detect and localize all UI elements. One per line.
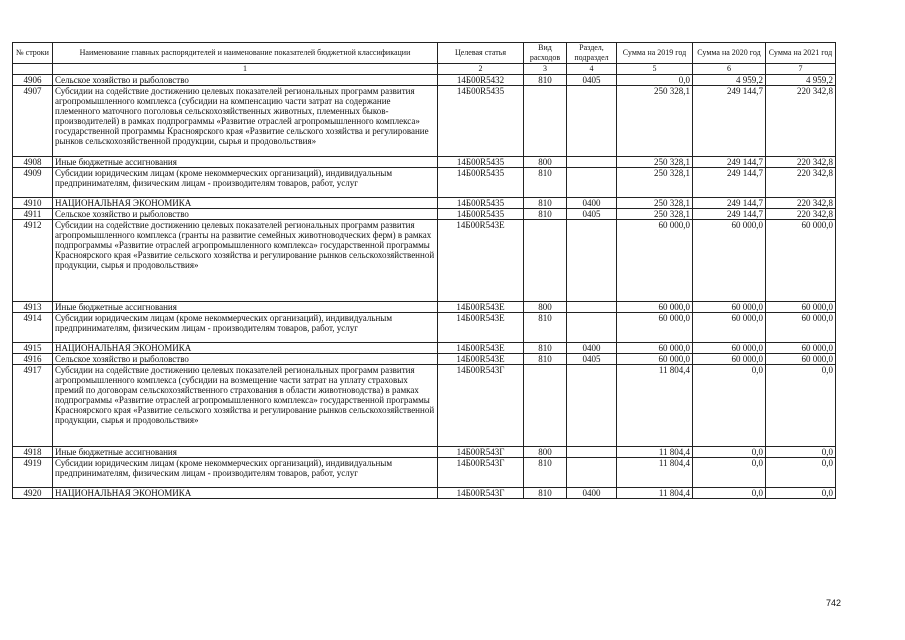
table-row	[13, 354, 836, 365]
row-sum-2020: 249 144,7	[693, 157, 766, 168]
row-number: 4912	[13, 220, 53, 302]
row-target-article: 14Б00R5432	[438, 75, 524, 86]
table-row	[13, 313, 836, 343]
row-sum-2021: 60 000,0	[766, 220, 836, 302]
row-name: Субсидии юридическим лицам (кроме некоммерческих организаций), индивидуальным предпринимателям, физическим лицам - производителям товаров, работ, услуг	[53, 458, 438, 488]
row-sum-2021: 60 000,0	[766, 343, 836, 354]
row-section	[567, 313, 617, 343]
row-sum-2020: 249 144,7	[693, 198, 766, 209]
row-number: 4911	[13, 209, 53, 220]
table-row	[13, 447, 836, 458]
row-target-article: 14Б00R543Е	[438, 220, 524, 302]
row-target-article: 14Б00R5435	[438, 86, 524, 157]
row-expense-type: 810	[524, 198, 567, 209]
row-section: 0405	[567, 354, 617, 365]
row-section	[567, 458, 617, 488]
row-sum-2020: 249 144,7	[693, 168, 766, 198]
row-sum-2020: 60 000,0	[693, 302, 766, 313]
row-sum-2019: 60 000,0	[617, 354, 693, 365]
table-row	[13, 209, 836, 220]
row-expense-type: 810	[524, 354, 567, 365]
row-number: 4919	[13, 458, 53, 488]
row-section: 0405	[567, 75, 617, 86]
row-expense-type: 810	[524, 313, 567, 343]
row-name: Сельское хозяйство и рыболовство	[53, 209, 438, 220]
row-sum-2019: 250 328,1	[617, 157, 693, 168]
table-row	[13, 220, 836, 302]
row-sum-2021: 220 342,8	[766, 168, 836, 198]
row-sum-2021: 60 000,0	[766, 313, 836, 343]
row-target-article: 14Б00R543Г	[438, 458, 524, 488]
row-section: 0400	[567, 488, 617, 499]
row-target-article: 14Б00R543Г	[438, 488, 524, 499]
row-sum-2020: 60 000,0	[693, 313, 766, 343]
row-sum-2020: 0,0	[693, 458, 766, 488]
table-row	[13, 86, 836, 157]
table-row	[13, 488, 836, 499]
row-sum-2019: 11 804,4	[617, 447, 693, 458]
row-name: Субсидии на содействие достижению целевых показателей региональных программ развития агропромышленного комплекса (субсидии на компенсацию части затрат на содержание племенного маточного поголовья сельскохозяйственных животных, племенных быков-производителей) в рамках подпрограммы «Развитие отраслей агропромышленного комплекса» государственной программы Красноярского края «Развитие сельского хозяйства и регулирование рынков сельскохозяйственной продукции, сырья и продовольствия»	[53, 86, 438, 157]
row-name: НАЦИОНАЛЬНАЯ ЭКОНОМИКА	[53, 198, 438, 209]
row-sum-2020: 249 144,7	[693, 209, 766, 220]
row-sum-2019: 250 328,1	[617, 86, 693, 157]
row-expense-type	[524, 365, 567, 447]
column-number: 3	[524, 64, 567, 75]
row-number: 4916	[13, 354, 53, 365]
row-sum-2019: 0,0	[617, 75, 693, 86]
row-section	[567, 86, 617, 157]
row-name: Сельское хозяйство и рыболовство	[53, 75, 438, 86]
row-target-article: 14Б00R543Г	[438, 447, 524, 458]
column-number: 1	[53, 64, 438, 75]
table-row	[13, 168, 836, 198]
row-name: Субсидии на содействие достижению целевых показателей региональных программ развития агропромышленного комплекса (гранты на развитие семейных животноводческих ферм) в рамках подпрограммы «Развитие отраслей агропромышленного комплекса» государственной программы Красноярского края «Развитие сельского хозяйства и регулирование рынков сельскохозяйственной продукции, сырья и продовольствия»	[53, 220, 438, 302]
row-sum-2020: 4 959,2	[693, 75, 766, 86]
row-section	[567, 157, 617, 168]
row-section	[567, 365, 617, 447]
header-section: Раздел, подраздел	[567, 43, 617, 64]
row-section	[567, 168, 617, 198]
header-sum-2020: Сумма на 2020 год	[693, 43, 766, 64]
row-number: 4908	[13, 157, 53, 168]
row-section	[567, 302, 617, 313]
row-target-article: 14Б00R543Г	[438, 365, 524, 447]
row-expense-type: 810	[524, 458, 567, 488]
column-number-placeholder	[13, 64, 53, 75]
row-target-article: 14Б00R543Е	[438, 354, 524, 365]
row-name: Иные бюджетные ассигнования	[53, 157, 438, 168]
row-target-article: 14Б00R5435	[438, 168, 524, 198]
row-expense-type: 810	[524, 209, 567, 220]
table-row	[13, 365, 836, 447]
row-name: Иные бюджетные ассигнования	[53, 447, 438, 458]
column-number: 2	[438, 64, 524, 75]
row-sum-2019: 11 804,4	[617, 365, 693, 447]
row-name: Субсидии юридическим лицам (кроме некоммерческих организаций), индивидуальным предпринимателям, физическим лицам - производителям товаров, работ, услуг	[53, 168, 438, 198]
row-target-article: 14Б00R543Е	[438, 302, 524, 313]
row-sum-2021: 4 959,2	[766, 75, 836, 86]
header-sum-2019: Сумма на 2019 год	[617, 43, 693, 64]
row-sum-2019: 250 328,1	[617, 168, 693, 198]
row-sum-2021: 220 342,8	[766, 209, 836, 220]
row-name: Иные бюджетные ассигнования	[53, 302, 438, 313]
row-sum-2019: 11 804,4	[617, 488, 693, 499]
row-name: Субсидии на содействие достижению целевых показателей региональных программ развития агропромышленного комплекса (субсидии на возмещение части затрат на уплату страховых премий по договорам сельскохозяйственного страхования в области животноводства) в рамках подпрограммы «Развитие отраслей агропромышленного комплекса» государственной программы Красноярского края «Развитие сельского хозяйства и регулирование рынков сельскохозяйственной продукции, сырья и продовольствия»	[53, 365, 438, 447]
row-sum-2019: 60 000,0	[617, 302, 693, 313]
row-sum-2019: 11 804,4	[617, 458, 693, 488]
row-section	[567, 220, 617, 302]
row-expense-type	[524, 220, 567, 302]
row-expense-type: 800	[524, 157, 567, 168]
row-sum-2021: 220 342,8	[766, 198, 836, 209]
row-expense-type: 810	[524, 488, 567, 499]
row-sum-2020: 60 000,0	[693, 354, 766, 365]
row-section: 0400	[567, 343, 617, 354]
header-sum-2021: Сумма на 2021 год	[766, 43, 836, 64]
row-expense-type: 800	[524, 302, 567, 313]
row-section: 0405	[567, 209, 617, 220]
row-sum-2019: 60 000,0	[617, 343, 693, 354]
row-number: 4914	[13, 313, 53, 343]
table-row	[13, 458, 836, 488]
table-row	[13, 198, 836, 209]
row-number: 4913	[13, 302, 53, 313]
column-number: 6	[693, 64, 766, 75]
row-name: Сельское хозяйство и рыболовство	[53, 354, 438, 365]
header-row-number: № строки	[13, 43, 53, 64]
row-sum-2021: 220 342,8	[766, 86, 836, 157]
row-number: 4917	[13, 365, 53, 447]
row-number: 4918	[13, 447, 53, 458]
row-sum-2021: 0,0	[766, 365, 836, 447]
row-sum-2021: 0,0	[766, 488, 836, 499]
row-target-article: 14Б00R5435	[438, 209, 524, 220]
row-sum-2021: 0,0	[766, 447, 836, 458]
row-number: 4909	[13, 168, 53, 198]
row-expense-type: 800	[524, 447, 567, 458]
header-expense-type: Вид расходов	[524, 43, 567, 64]
row-section: 0400	[567, 198, 617, 209]
row-sum-2019: 60 000,0	[617, 313, 693, 343]
row-name: Субсидии юридическим лицам (кроме некоммерческих организаций), индивидуальным предпринимателям, физическим лицам - производителям товаров, работ, услуг	[53, 313, 438, 343]
table-row	[13, 343, 836, 354]
row-target-article: 14Б00R543Е	[438, 313, 524, 343]
row-sum-2020: 249 144,7	[693, 86, 766, 157]
row-name: НАЦИОНАЛЬНАЯ ЭКОНОМИКА	[53, 343, 438, 354]
row-expense-type: 810	[524, 75, 567, 86]
row-section	[567, 447, 617, 458]
row-sum-2019: 60 000,0	[617, 220, 693, 302]
row-sum-2020: 60 000,0	[693, 343, 766, 354]
row-sum-2020: 0,0	[693, 365, 766, 447]
row-number: 4920	[13, 488, 53, 499]
row-expense-type	[524, 86, 567, 157]
row-number: 4907	[13, 86, 53, 157]
row-sum-2020: 60 000,0	[693, 220, 766, 302]
header-name: Наименование главных распорядителей и наименование показателей бюджетной классификации	[53, 43, 438, 64]
row-sum-2021: 60 000,0	[766, 354, 836, 365]
table-row	[13, 157, 836, 168]
row-number: 4915	[13, 343, 53, 354]
table-row	[13, 75, 836, 86]
budget-table	[12, 42, 836, 499]
row-target-article: 14Б00R5435	[438, 157, 524, 168]
header-target-article: Целевая статья	[438, 43, 524, 64]
row-number: 4906	[13, 75, 53, 86]
row-sum-2021: 60 000,0	[766, 302, 836, 313]
page-number: 742	[826, 598, 842, 608]
row-sum-2020: 0,0	[693, 488, 766, 499]
column-number: 4	[567, 64, 617, 75]
row-expense-type: 810	[524, 343, 567, 354]
row-sum-2019: 250 328,1	[617, 209, 693, 220]
row-sum-2021: 0,0	[766, 458, 836, 488]
table-row	[13, 302, 836, 313]
row-sum-2019: 250 328,1	[617, 198, 693, 209]
row-target-article: 14Б00R543Е	[438, 343, 524, 354]
row-sum-2020: 0,0	[693, 447, 766, 458]
column-number: 7	[766, 64, 836, 75]
row-number: 4910	[13, 198, 53, 209]
row-expense-type: 810	[524, 168, 567, 198]
column-number: 5	[617, 64, 693, 75]
row-target-article: 14Б00R5435	[438, 198, 524, 209]
row-sum-2021: 220 342,8	[766, 157, 836, 168]
row-name: НАЦИОНАЛЬНАЯ ЭКОНОМИКА	[53, 488, 438, 499]
